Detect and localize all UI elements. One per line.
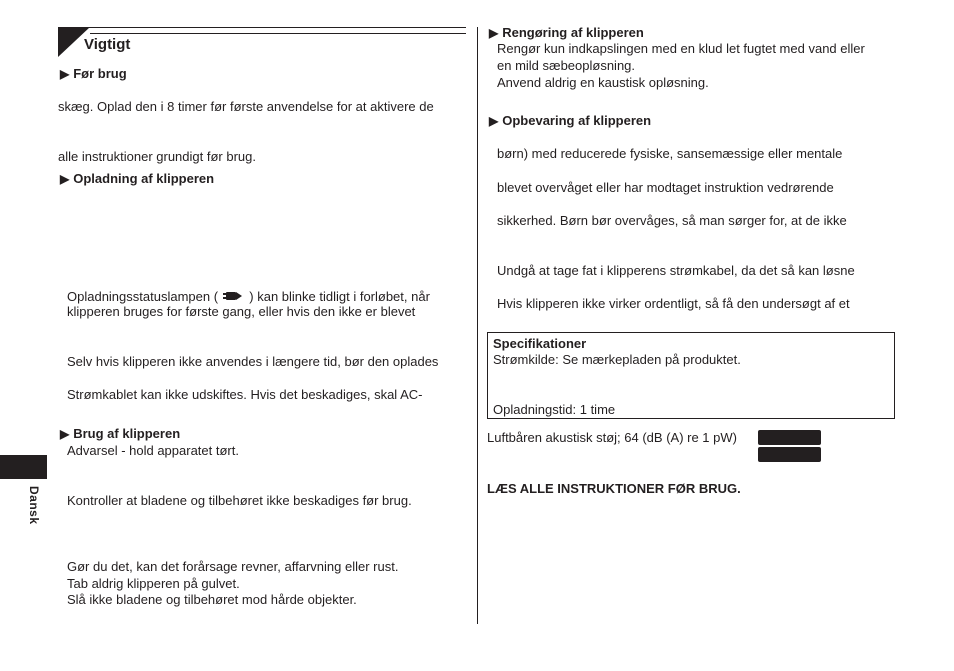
storage-line-5: Hvis klipperen ikke virker ordentligt, så få den undersøgt af et: [497, 296, 850, 311]
triangle-right-icon: ▶: [60, 67, 70, 81]
cleaning-line-3: Anvend aldrig en kaustisk opløsning.: [497, 75, 709, 90]
specifications-title: Specifikationer: [493, 336, 587, 351]
plug-icon: [223, 290, 245, 302]
triangle-right-icon: ▶: [60, 172, 70, 186]
language-tab-bar: [0, 455, 47, 479]
storage-line-1: børn) med reducerede fysiske, sansemæssige eller mentale: [497, 146, 843, 161]
cleaning-line-2: en mild sæbeopløsning.: [497, 58, 636, 73]
heading-usage: ▶ Brug af klipperen: [60, 426, 181, 441]
redacted-badge-2: [758, 447, 821, 462]
storage-line-3: sikkerhed. Børn bør overvåges, så man sørger for, at de ikke: [497, 213, 847, 228]
section-title-rule: [58, 27, 466, 28]
usage-line-3: Gør du det, kan det forårsage revner, affarvning eller rust.: [67, 559, 399, 574]
column-divider: [477, 27, 478, 624]
before-use-line-2: alle instruktioner grundigt før brug.: [58, 149, 256, 164]
cleaning-line-1: Rengør kun indkapslingen med en klud let fugtet med vand eller: [497, 41, 865, 56]
storage-line-2: blevet overvåget eller har modtaget instruktion vedrørende: [497, 180, 834, 195]
storage-line-4: Undgå at tage fat i klipperens strømkabel, da det så kan løsne: [497, 263, 855, 278]
noise-level-line: Luftbåren akustisk støj; 64 (dB (A) re 1 pW): [487, 430, 737, 445]
charging-line-1: klipperen bruges for første gang, eller hvis den ikke er blevet: [67, 304, 416, 319]
charging-line-2: Selv hvis klipperen ikke anvendes i længere tid, bør den oplades: [67, 354, 439, 369]
triangle-right-icon: ▶: [60, 427, 70, 441]
section-title-rule-2: [90, 33, 466, 34]
heading-storage: ▶ Opbevaring af klipperen: [489, 113, 652, 128]
usage-line-2: Kontroller at bladene og tilbehøret ikke beskadiges før brug.: [67, 493, 412, 508]
charging-lamp-line: Opladningsstatuslampen ( ) kan blinke tidligt i forløbet, når: [67, 289, 430, 304]
read-all-instructions: LÆS ALLE INSTRUKTIONER FØR BRUG.: [487, 481, 741, 496]
charging-line-3: Strømkablet kan ikke udskiftes. Hvis det beskadiges, skal AC-: [67, 387, 423, 402]
triangle-right-icon: ▶: [489, 26, 499, 40]
spec-power-source: Strømkilde: Se mærkepladen på produktet.: [493, 352, 741, 367]
section-title: Vigtigt: [84, 36, 131, 53]
usage-line-1: Advarsel - hold apparatet tørt.: [67, 443, 239, 458]
usage-line-5: Slå ikke bladene og tilbehøret mod hårde objekter.: [67, 592, 357, 607]
heading-cleaning: ▶ Rengøring af klipperen: [489, 25, 644, 40]
heading-charging: ▶ Opladning af klipperen: [60, 171, 215, 186]
before-use-line-1: skæg. Oplad den i 8 timer før første anvendelse for at aktivere de: [58, 99, 434, 114]
spec-charging-time: Opladningstid: 1 time: [493, 402, 616, 417]
triangle-right-icon: ▶: [489, 114, 499, 128]
redacted-badge-1: [758, 430, 821, 445]
language-tab-label: Dansk: [27, 486, 41, 525]
heading-before-use: ▶ Før brug: [60, 66, 127, 81]
usage-line-4: Tab aldrig klipperen på gulvet.: [67, 576, 240, 591]
